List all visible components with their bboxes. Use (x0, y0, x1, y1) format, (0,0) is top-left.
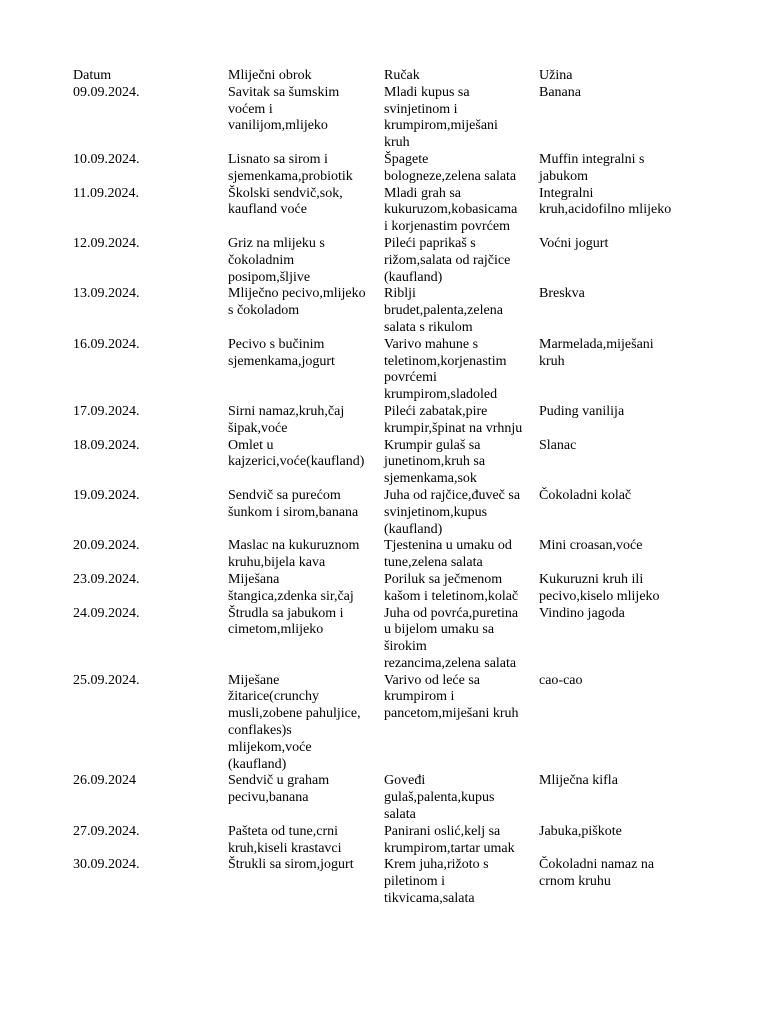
cell-snack: Mliječna kifla (539, 773, 618, 789)
cell-date: 12.09.2024. (73, 235, 140, 251)
cell-snack: Slanac (539, 437, 577, 453)
cell-milk-meal: Omlet u kajzerici,voće(kaufland) (228, 437, 365, 470)
cell-date: 19.09.2024. (73, 487, 140, 503)
table-row (73, 606, 699, 673)
cell-date: 18.09.2024. (73, 437, 140, 453)
cell-lunch: Mladi kupus sa svinjetinom i krumpirom,miješani kruh (384, 84, 498, 151)
cell-milk-meal: Maslac na kukuruznom kruhu,bijela kava (228, 538, 360, 571)
cell-lunch: Varivo mahune s teletinom,korjenastim povrćemi krumpirom,sladoled (384, 336, 507, 403)
meal-plan-body (73, 68, 699, 908)
cell-date: 24.09.2024. (73, 605, 140, 621)
cell-snack: Vindino jagoda (539, 605, 625, 621)
cell-lunch: Špagete bologneze,zelena salata (384, 151, 517, 184)
cell-snack: Breskva (539, 286, 585, 302)
cell-milk-meal: Štrukli sa sirom,jogurt (228, 857, 354, 873)
table-row (73, 152, 699, 186)
header-snack: Užina (539, 68, 573, 83)
cell-milk-meal: Pecivo s bučinim sjemenkama,jogurt (228, 336, 335, 369)
table-row (73, 572, 699, 606)
cell-milk-meal: Lisnato sa sirom i sjemenkama,probiotik (228, 151, 353, 184)
header-date: Datum (73, 68, 112, 83)
table-row (73, 438, 699, 488)
cell-lunch: Juha od povrća,puretina u bijelom umaku sa širokim rezancima,zelena salata (384, 605, 519, 671)
cell-snack: Kukuruzni kruh ili pecivo,kiselo mlijeko (539, 571, 660, 604)
cell-milk-meal: Mliječno pecivo,mlijeko s čokoladom (228, 286, 366, 319)
cell-date: 16.09.2024. (73, 336, 140, 352)
table-row (73, 286, 699, 336)
table-row (73, 673, 699, 774)
cell-milk-meal: Griz na mlijeku s čokoladnim posipom,šljive (228, 235, 325, 285)
cell-snack: Čokoladni kolač (539, 487, 632, 503)
header-milk-meal: Mliječni obrok (228, 68, 312, 83)
cell-lunch: Goveđi gulaš,palenta,kupus salata (384, 773, 495, 823)
cell-date: 27.09.2024. (73, 823, 140, 839)
cell-lunch: Riblji brudet,palenta,zelena salata s rikulom (384, 286, 503, 335)
table-row (73, 488, 699, 538)
table-row (73, 824, 699, 858)
cell-date: 10.09.2024. (73, 151, 140, 167)
cell-lunch: Panirani oslić,kelj sa krumpirom,tartar umak (384, 823, 515, 856)
cell-milk-meal: Savitak sa šumskim voćem i vanilijom,mlijeko (228, 84, 340, 134)
cell-snack: Integralni kruh,acidofilno mlijeko (539, 185, 672, 218)
cell-date: 26.09.2024 (73, 773, 136, 789)
cell-date: 30.09.2024. (73, 857, 140, 873)
table-row (73, 857, 699, 907)
cell-date: 25.09.2024. (73, 672, 140, 688)
cell-milk-meal: Miješana štangica,zdenka sir,čaj (228, 571, 354, 604)
table-row (73, 773, 699, 823)
header-lunch: Ručak (384, 68, 420, 83)
cell-lunch: Mladi grah sa kukuruzom,kobasicama i korjenastim povrćem (384, 185, 518, 235)
table-row (73, 236, 699, 286)
cell-milk-meal: Sendvič sa purećom šunkom i sirom,banana (228, 487, 359, 520)
cell-milk-meal: Školski sendvič,sok, kaufland voće (228, 185, 343, 218)
table-row (73, 186, 699, 236)
cell-milk-meal: Sendvič u graham pecivu,banana (228, 773, 330, 806)
cell-date: 20.09.2024. (73, 538, 140, 554)
table-row (73, 85, 699, 152)
cell-snack: Voćni jogurt (539, 235, 609, 251)
meal-plan-table (73, 68, 699, 908)
table-row (73, 538, 699, 572)
cell-snack: Čokoladni namaz na crnom kruhu (539, 857, 655, 890)
cell-milk-meal: Pašteta od tune,crni kruh,kiseli krastavci (228, 823, 342, 856)
cell-snack: Puding vanilija (539, 403, 625, 419)
cell-lunch: Krem juha,rižoto s piletinom i tikvicama,salata (384, 857, 489, 907)
cell-milk-meal: Sirni namaz,kruh,čaj šipak,voće (228, 403, 345, 436)
cell-date: 13.09.2024. (73, 286, 140, 302)
cell-milk-meal: Štrudla sa jabukom i cimetom,mlijeko (228, 605, 344, 638)
cell-date: 09.09.2024. (73, 84, 140, 100)
cell-snack: Muffin integralni s jabukom (539, 151, 645, 184)
cell-date: 11.09.2024. (73, 185, 139, 201)
cell-milk-meal: Miješane žitarice(crunchy musli,zobene pahuljice, conflakes)s mlijekom,voće (kaufland) (228, 672, 361, 772)
header-row (73, 68, 699, 85)
cell-lunch: Krumpir gulaš sa junetinom,kruh sa sjemenkama,sok (384, 437, 486, 487)
table-row (73, 337, 699, 404)
cell-lunch: Varivo od leće sa krumpirom i pancetom,miješani kruh (384, 672, 519, 722)
cell-snack: Marmelada,miješani kruh (539, 336, 654, 369)
cell-snack: Banana (539, 84, 581, 100)
cell-date: 17.09.2024. (73, 403, 140, 419)
cell-lunch: Poriluk sa ječmenom kašom i teletinom,kolač (384, 571, 519, 604)
cell-snack: Jabuka,piškote (539, 823, 622, 839)
cell-lunch: Pileći paprikaš s rižom,salata od rajčice (kaufland) (384, 235, 511, 285)
cell-lunch: Pileći zabatak,pire krumpir,špinat na vrhnju (384, 403, 523, 436)
cell-lunch: Juha od rajčice,đuveč sa svinjetinom,kupus (kaufland) (384, 487, 521, 537)
table-row (73, 404, 699, 438)
cell-date: 23.09.2024. (73, 571, 140, 587)
cell-lunch: Tjestenina u umaku od tune,zelena salata (384, 538, 512, 571)
cell-snack: Mini croasan,voće (539, 538, 643, 554)
cell-snack: cao-cao (539, 672, 583, 688)
